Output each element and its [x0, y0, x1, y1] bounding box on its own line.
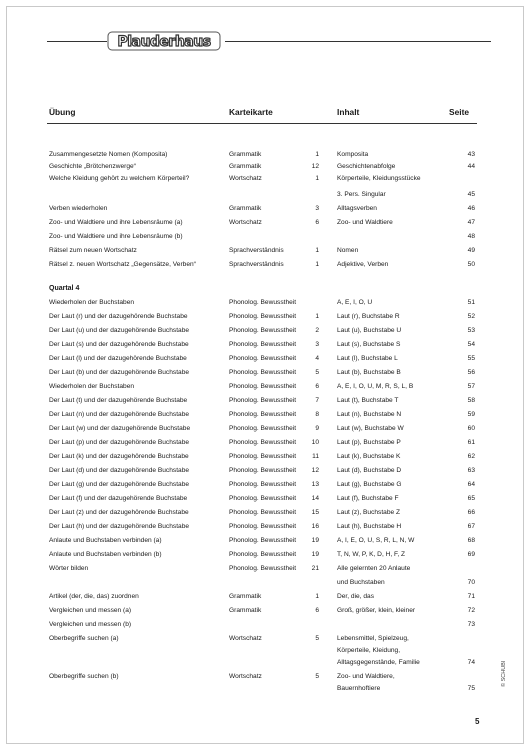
- table-row: [7, 633, 523, 645]
- cell-uebung: Der Laut (h) und der dazugehörende Buchstabe: [49, 523, 190, 530]
- cell-seite: 44: [467, 163, 475, 170]
- cell-karteikarte: Phonolog. Bewusstheit: [229, 523, 297, 530]
- cell-uebung: Artikel (der, die, das) zuordnen: [49, 593, 139, 600]
- cell-inhalt: Laut (k), Buchstabe K: [337, 453, 401, 460]
- cell-karteikarte: Sprachverständnis: [229, 261, 284, 268]
- cell-nummer: 10: [311, 439, 319, 446]
- cell-seite: 74: [467, 659, 475, 666]
- page-number: 5: [475, 717, 480, 726]
- cell-uebung: Der Laut (p) und der dazugehörende Buchstabe: [49, 439, 190, 446]
- header-underline: [47, 123, 477, 124]
- cell-inhalt: Komposita: [337, 151, 369, 158]
- cell-uebung: Der Laut (z) und der dazugehörende Buchstabe: [49, 509, 189, 516]
- cell-seite: 73: [467, 621, 475, 628]
- cell-karteikarte: Phonolog. Bewusstheit: [229, 551, 297, 558]
- table-row: [7, 189, 523, 201]
- table-row: [7, 297, 523, 309]
- cell-karteikarte: Phonolog. Bewusstheit: [229, 425, 297, 432]
- cell-seite: 72: [467, 607, 475, 614]
- cell-inhalt: Zoo- und Waldtiere: [337, 219, 393, 226]
- cell-inhalt: Laut (z), Buchstabe Z: [337, 509, 401, 516]
- cell-seite: 43: [467, 151, 475, 158]
- table-row: [7, 493, 523, 505]
- cell-inhalt: A, I, E, O, U, S, R, L, N, W: [337, 537, 415, 544]
- cell-uebung: Der Laut (f) und der dazugehörende Buchstabe: [49, 495, 188, 502]
- cell-karteikarte: Phonolog. Bewusstheit: [229, 453, 297, 460]
- cell-karteikarte: Wortschatz: [229, 635, 262, 642]
- cell-inhalt: Laut (l), Buchstabe L: [337, 355, 398, 362]
- cell-uebung: Anlaute und Buchstaben verbinden (b): [49, 551, 162, 558]
- cell-karteikarte: Phonolog. Bewusstheit: [229, 369, 297, 376]
- cell-inhalt: Laut (g), Buchstabe G: [337, 481, 402, 488]
- cell-inhalt: Der, die, das: [337, 593, 375, 600]
- cell-nummer: 1: [315, 261, 319, 268]
- cell-uebung: Verben wiederholen: [49, 205, 108, 212]
- cell-nummer: 21: [311, 565, 319, 572]
- cell-karteikarte: Wortschatz: [229, 673, 262, 680]
- cell-inhalt: 3. Pers. Singular: [337, 191, 386, 198]
- cell-karteikarte: Wortschatz: [229, 219, 262, 226]
- cell-nummer: 3: [315, 341, 319, 348]
- cell-inhalt: Alltagsverben: [337, 205, 377, 212]
- cell-inhalt: Laut (p), Buchstabe P: [337, 439, 401, 446]
- cell-uebung: Der Laut (u) und der dazugehörende Buchstabe: [49, 327, 190, 334]
- cell-uebung: Oberbegriffe suchen (a): [49, 635, 119, 642]
- cell-karteikarte: Phonolog. Bewusstheit: [229, 355, 297, 362]
- table-row: [7, 149, 523, 161]
- cell-seite: 55: [467, 355, 475, 362]
- cell-nummer: 6: [315, 383, 319, 390]
- table-row: [7, 605, 523, 617]
- cell-karteikarte: Phonolog. Bewusstheit: [229, 313, 297, 320]
- cell-inhalt: Nomen: [337, 247, 359, 254]
- header-rule-right: [225, 41, 491, 42]
- table-row: [7, 161, 523, 173]
- cell-seite: 50: [467, 261, 475, 268]
- cell-inhalt: Laut (d), Buchstabe D: [337, 467, 402, 474]
- cell-nummer: 8: [315, 411, 319, 418]
- cell-uebung: Quartal 4: [49, 285, 80, 292]
- cell-nummer: 5: [315, 369, 319, 376]
- cell-seite: 53: [467, 327, 475, 334]
- cell-inhalt: Körperteile, Kleidung,: [337, 647, 401, 654]
- cell-karteikarte: Phonolog. Bewusstheit: [229, 565, 297, 572]
- cell-karteikarte: Wortschatz: [229, 175, 262, 182]
- cell-inhalt: A, E, I, O, U, M, R, S, L, B: [337, 383, 414, 390]
- table-row: [7, 353, 523, 365]
- cell-inhalt: Groß, größer, klein, kleiner: [337, 607, 416, 614]
- cell-uebung: Zusammengesetzte Nomen (Komposita): [49, 151, 168, 158]
- table-row: [7, 217, 523, 229]
- cell-inhalt: T, N, W, P, K, D, H, F, Z: [337, 551, 406, 558]
- cell-nummer: 16: [311, 523, 319, 530]
- cell-inhalt: Alltagsgegenstände, Familie: [337, 659, 420, 666]
- table-row: [7, 339, 523, 351]
- cell-seite: 71: [467, 593, 475, 600]
- cell-inhalt: Laut (h), Buchstabe H: [337, 523, 402, 530]
- cell-uebung: Vergleichen und messen (a): [49, 607, 132, 614]
- cell-karteikarte: Phonolog. Bewusstheit: [229, 411, 297, 418]
- table-row: [7, 173, 523, 185]
- cell-seite: 60: [467, 425, 475, 432]
- table-row: [7, 259, 523, 271]
- table-row: [7, 423, 523, 435]
- cell-seite: 75: [467, 685, 475, 692]
- cell-inhalt: Körperteile, Kleidungsstücke: [337, 175, 421, 182]
- cell-karteikarte: Phonolog. Bewusstheit: [229, 383, 297, 390]
- cell-uebung: Zoo- und Waldtiere und ihre Lebensräume (a): [49, 219, 183, 226]
- cell-uebung: Anlaute und Buchstaben verbinden (a): [49, 537, 162, 544]
- cell-inhalt: Laut (b), Buchstabe B: [337, 369, 401, 376]
- table-row: [7, 657, 523, 669]
- table-row: [7, 325, 523, 337]
- cell-uebung: Wiederholen der Buchstaben: [49, 299, 135, 306]
- cell-inhalt: Laut (s), Buchstabe S: [337, 341, 401, 348]
- cell-uebung: Der Laut (g) und der dazugehörende Buchstabe: [49, 481, 190, 488]
- document-page: [6, 6, 524, 744]
- cell-inhalt: Laut (w), Buchstabe W: [337, 425, 404, 432]
- cell-inhalt: Laut (n), Buchstabe N: [337, 411, 402, 418]
- cell-nummer: 3: [315, 205, 319, 212]
- cell-inhalt: Laut (u), Buchstabe U: [337, 327, 402, 334]
- section-heading: [7, 283, 523, 295]
- cell-nummer: 13: [311, 481, 319, 488]
- cell-karteikarte: Phonolog. Bewusstheit: [229, 467, 297, 474]
- cell-seite: 54: [467, 341, 475, 348]
- cell-nummer: 6: [315, 219, 319, 226]
- cell-uebung: Der Laut (l) und der dazugehörende Buchstabe: [49, 355, 187, 362]
- table-row: [7, 507, 523, 519]
- cell-uebung: Oberbegriffe suchen (b): [49, 673, 119, 680]
- cell-nummer: 1: [315, 247, 319, 254]
- col-header-uebung: Übung: [49, 107, 76, 117]
- cell-karteikarte: Phonolog. Bewusstheit: [229, 341, 297, 348]
- cell-seite: 58: [467, 397, 475, 404]
- cell-karteikarte: Grammatik: [229, 205, 262, 212]
- table-row: [7, 451, 523, 463]
- cell-uebung: Der Laut (n) und der dazugehörende Buchstabe: [49, 411, 190, 418]
- cell-uebung: Welche Kleidung gehört zu welchem Körperteil?: [49, 175, 190, 182]
- cell-nummer: 5: [315, 673, 319, 680]
- table-row: [7, 437, 523, 449]
- header-rule-left: [47, 41, 107, 42]
- cell-uebung: Der Laut (b) und der dazugehörende Buchstabe: [49, 369, 190, 376]
- cell-karteikarte: Grammatik: [229, 607, 262, 614]
- cell-nummer: 9: [315, 425, 319, 432]
- cell-seite: 47: [467, 219, 475, 226]
- cell-uebung: Der Laut (k) und der dazugehörende Buchstabe: [49, 453, 189, 460]
- cell-seite: 61: [467, 439, 475, 446]
- cell-uebung: Rätsel z. neuen Wortschatz „Gegensätze, Verben“: [49, 261, 196, 268]
- cell-seite: 67: [467, 523, 475, 530]
- cell-uebung: Der Laut (d) und der dazugehörende Buchstabe: [49, 467, 190, 474]
- table-row: [7, 203, 523, 215]
- cell-nummer: 4: [315, 355, 319, 362]
- table-row: [7, 577, 523, 589]
- cell-karteikarte: Phonolog. Bewusstheit: [229, 299, 297, 306]
- cell-nummer: 15: [311, 509, 319, 516]
- cell-nummer: 19: [311, 551, 319, 558]
- cell-inhalt: Lebensmittel, Spielzeug,: [337, 635, 409, 642]
- cell-nummer: 12: [311, 163, 319, 170]
- cell-seite: 70: [467, 579, 475, 586]
- cell-uebung: Wörter bilden: [49, 565, 89, 572]
- cell-karteikarte: Grammatik: [229, 163, 262, 170]
- cell-nummer: 7: [315, 397, 319, 404]
- cell-nummer: 1: [315, 151, 319, 158]
- table-row: [7, 479, 523, 491]
- cell-uebung: Rätsel zum neuen Wortschatz: [49, 247, 137, 254]
- cell-inhalt: Laut (r), Buchstabe R: [337, 313, 400, 320]
- table-row: [7, 395, 523, 407]
- cell-seite: 59: [467, 411, 475, 418]
- cell-uebung: Der Laut (w) und der dazugehörende Buchstabe: [49, 425, 191, 432]
- cell-seite: 46: [467, 205, 475, 212]
- plauderhaus-logo: [107, 29, 222, 53]
- cell-seite: 64: [467, 481, 475, 488]
- cell-inhalt: Alle gelernten 20 Anlaute: [337, 565, 411, 572]
- cell-nummer: 11: [312, 453, 319, 460]
- cell-inhalt: Geschichtenabfolge: [337, 163, 396, 170]
- cell-inhalt: Adjektive, Verben: [337, 261, 389, 268]
- cell-seite: 66: [467, 509, 475, 516]
- table-row: [7, 683, 523, 695]
- cell-inhalt: Laut (t), Buchstabe T: [337, 397, 399, 404]
- table-row: [7, 521, 523, 533]
- cell-nummer: 12: [311, 467, 319, 474]
- cell-karteikarte: Phonolog. Bewusstheit: [229, 397, 297, 404]
- cell-nummer: 6: [315, 607, 319, 614]
- table-row: [7, 465, 523, 477]
- copyright-watermark: © SCHUBI: [501, 660, 507, 687]
- cell-nummer: 5: [315, 635, 319, 642]
- cell-karteikarte: Phonolog. Bewusstheit: [229, 481, 297, 488]
- cell-karteikarte: Phonolog. Bewusstheit: [229, 509, 297, 516]
- table-row: [7, 381, 523, 393]
- cell-seite: 45: [467, 191, 475, 198]
- cell-seite: 62: [467, 453, 475, 460]
- table-row: [7, 245, 523, 257]
- cell-nummer: 19: [311, 537, 319, 544]
- cell-uebung: Vergleichen und messen (b): [49, 621, 132, 628]
- cell-uebung: Der Laut (s) und der dazugehörende Buchstabe: [49, 341, 189, 348]
- cell-uebung: Zoo- und Waldtiere und ihre Lebensräume (b): [49, 233, 183, 240]
- cell-uebung: Der Laut (r) und der dazugehörende Buchstabe: [49, 313, 188, 320]
- cell-uebung: Geschichte „Brötchenzwerge“: [49, 163, 136, 170]
- cell-nummer: 2: [315, 327, 319, 334]
- cell-seite: 52: [467, 313, 475, 320]
- cell-karteikarte: Grammatik: [229, 593, 262, 600]
- cell-seite: 49: [467, 247, 475, 254]
- table-row: [7, 409, 523, 421]
- cell-seite: 69: [467, 551, 475, 558]
- cell-inhalt: Laut (f), Buchstabe F: [337, 495, 399, 502]
- cell-seite: 65: [467, 495, 475, 502]
- cell-nummer: 14: [311, 495, 319, 502]
- col-header-karteikarte: Karteikarte: [229, 107, 273, 117]
- cell-inhalt: und Buchstaben: [337, 579, 385, 586]
- cell-karteikarte: Grammatik: [229, 151, 262, 158]
- cell-inhalt: Bauernhoftiere: [337, 685, 381, 692]
- cell-seite: 63: [467, 467, 475, 474]
- table-row: [7, 549, 523, 561]
- table-row: [7, 231, 523, 243]
- table-row: [7, 591, 523, 603]
- table-row: [7, 671, 523, 683]
- cell-karteikarte: Phonolog. Bewusstheit: [229, 327, 297, 334]
- col-header-inhalt: Inhalt: [337, 107, 360, 117]
- cell-uebung: Der Laut (t) und der dazugehörende Buchstabe: [49, 397, 188, 404]
- cell-seite: 51: [467, 299, 475, 306]
- cell-inhalt: A, E, I, O, U: [337, 299, 373, 306]
- table-row: [7, 311, 523, 323]
- cell-seite: 56: [467, 369, 475, 376]
- logo-text: Plauderhaus: [117, 34, 211, 50]
- cell-nummer: 1: [315, 313, 319, 320]
- cell-karteikarte: Phonolog. Bewusstheit: [229, 439, 297, 446]
- cell-karteikarte: Phonolog. Bewusstheit: [229, 537, 297, 544]
- cell-uebung: Wiederholen der Buchstaben: [49, 383, 135, 390]
- cell-seite: 57: [467, 383, 475, 390]
- table-row: [7, 645, 523, 657]
- cell-karteikarte: Sprachverständnis: [229, 247, 284, 254]
- col-header-seite: Seite: [449, 107, 470, 117]
- table-row: [7, 535, 523, 547]
- cell-karteikarte: Phonolog. Bewusstheit: [229, 495, 297, 502]
- cell-seite: 68: [467, 537, 475, 544]
- cell-inhalt: Zoo- und Waldtiere,: [337, 673, 395, 680]
- table-row: [7, 619, 523, 631]
- cell-nummer: 1: [315, 593, 319, 600]
- cell-seite: 48: [467, 233, 475, 240]
- cell-nummer: 1: [315, 175, 319, 182]
- table-row: [7, 367, 523, 379]
- table-row: [7, 563, 523, 575]
